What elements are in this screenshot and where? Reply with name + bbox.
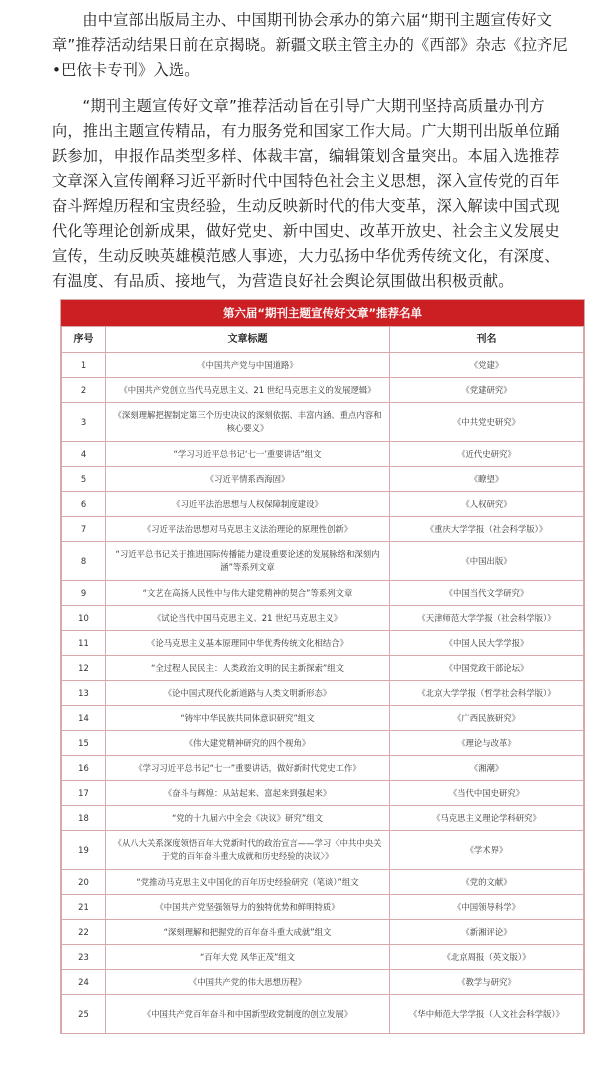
table-row — [62, 353, 584, 378]
table-row — [62, 403, 584, 442]
table-title: 第六届“期刊主题宣传好文章”推荐名单 — [61, 300, 584, 326]
cell-article-title: 《深刻理解把握制定第三个历史决议的深刻依据、丰富内涵、重点内容和核心要义》 — [106, 403, 390, 442]
cell-journal: 《华中师范大学学报（人文社会科学版）》 — [390, 995, 584, 1034]
cell-number: 10 — [62, 606, 106, 631]
table-row — [62, 467, 584, 492]
article-body — [52, 8, 568, 294]
cell-journal: 《北京周报（英文版）》 — [390, 945, 584, 970]
cell-number: 18 — [62, 806, 106, 831]
cell-article-title: “学习习近平总书记‘七一’重要讲话”组文 — [106, 442, 390, 467]
cell-article-title: 《中国共产党与中国道路》 — [106, 353, 390, 378]
cell-number: 4 — [62, 442, 106, 467]
table-row — [62, 492, 584, 517]
cell-article-title: “全过程人民民主：人类政治文明的民主新探索”组文 — [106, 656, 390, 681]
cell-number: 2 — [62, 378, 106, 403]
cell-article-title: 《从八大关系深度领悟百年大党新时代的政治宣言——学习〈中共中央关于党的百年奋斗重大成就和历史经验的决议〉》 — [106, 831, 390, 870]
cell-journal: 《教学与研究》 — [390, 970, 584, 995]
cell-journal: 《中国领导科学》 — [390, 895, 584, 920]
cell-journal: 《中国党政干部论坛》 — [390, 656, 584, 681]
table-header-row — [62, 327, 584, 353]
cell-number: 3 — [62, 403, 106, 442]
cell-journal: 《广西民族研究》 — [390, 706, 584, 731]
cell-article-title: 《奋斗与辉煌：从站起来、富起来到强起来》 — [106, 781, 390, 806]
cell-article-title: 《习近平情系西海固》 — [106, 467, 390, 492]
cell-article-title: 《中国共产党创立当代马克思主义、21 世纪马克思主义的发展逻辑》 — [106, 378, 390, 403]
cell-number: 17 — [62, 781, 106, 806]
cell-journal: 《党建》 — [390, 353, 584, 378]
cell-article-title: 《论中国式现代化新道路与人类文明新形态》 — [106, 681, 390, 706]
cell-article-title: “百年大党 风华正茂”组文 — [106, 945, 390, 970]
cell-journal: 《近代史研究》 — [390, 442, 584, 467]
cell-number: 22 — [62, 920, 106, 945]
cell-journal: 《重庆大学学报（社会科学版）》 — [390, 517, 584, 542]
cell-number: 8 — [62, 542, 106, 581]
cell-article-title: 《中国共产党的伟大思想历程》 — [106, 970, 390, 995]
cell-number: 24 — [62, 970, 106, 995]
cell-article-title: “文艺在高扬人民性中与伟大建党精神的契合”等系列文章 — [106, 581, 390, 606]
cell-journal: 《北京大学学报（哲学社会科学版）》 — [390, 681, 584, 706]
cell-journal: 《中国人民大学学报》 — [390, 631, 584, 656]
cell-journal: 《当代中国史研究》 — [390, 781, 584, 806]
cell-article-title: “习近平总书记关于推进国际传播能力建设重要论述的发展脉络和深刻内涵”等系列文章 — [106, 542, 390, 581]
cell-journal: 《天津师范大学学报（社会科学版）》 — [390, 606, 584, 631]
cell-journal: 《党建研究》 — [390, 378, 584, 403]
cell-journal: 《瞭望》 — [390, 467, 584, 492]
cell-journal: 《新湘评论》 — [390, 920, 584, 945]
cell-article-title: 《中国共产党坚强领导力的独特优势和鲜明特质》 — [106, 895, 390, 920]
cell-number: 19 — [62, 831, 106, 870]
cell-article-title: “党推动马克思主义中国化的百年历史经验研究（笔谈）”组文 — [106, 870, 390, 895]
cell-number: 5 — [62, 467, 106, 492]
cell-number: 9 — [62, 581, 106, 606]
cell-journal: 《中国出版》 — [390, 542, 584, 581]
cell-article-title: 《习近平法治思想与人权保障制度建设》 — [106, 492, 390, 517]
table-row — [62, 542, 584, 581]
header-journal: 刊名 — [390, 327, 584, 353]
cell-journal: 《马克思主义理论学科研究》 — [390, 806, 584, 831]
cell-article-title: 《习近平法治思想对马克思主义法治理论的原理性创新》 — [106, 517, 390, 542]
cell-journal: 《人权研究》 — [390, 492, 584, 517]
cell-number: 15 — [62, 731, 106, 756]
cell-article-title: “深刻理解和把握党的百年奋斗重大成就”组文 — [106, 920, 390, 945]
cell-number: 6 — [62, 492, 106, 517]
cell-article-title: “党的十九届六中全会《决议》研究”组文 — [106, 806, 390, 831]
table-row — [62, 945, 584, 970]
cell-number: 23 — [62, 945, 106, 970]
table-row — [62, 995, 584, 1034]
cell-number: 12 — [62, 656, 106, 681]
table-row — [62, 895, 584, 920]
header-number: 序号 — [62, 327, 106, 353]
cell-journal: 《理论与改革》 — [390, 731, 584, 756]
table-row — [62, 970, 584, 995]
table-row — [62, 920, 584, 945]
cell-number: 7 — [62, 517, 106, 542]
table-row — [62, 606, 584, 631]
table-row — [62, 781, 584, 806]
table-row — [62, 442, 584, 467]
table-row — [62, 706, 584, 731]
cell-number: 21 — [62, 895, 106, 920]
cell-journal: 《湘潮》 — [390, 756, 584, 781]
table-row — [62, 806, 584, 831]
table-row — [62, 731, 584, 756]
table-row — [62, 681, 584, 706]
cell-number: 25 — [62, 995, 106, 1034]
table-row — [62, 870, 584, 895]
table-row — [62, 631, 584, 656]
article-paragraph-2: “期刊主题宣传好文章”推荐活动旨在引导广大期刊坚持高质量办刊方向，推出主题宣传精品，有力服务党和国家工作大局。广大期刊出版单位踊跃参加，申报作品类型多样、体裁丰富，编辑策划含量突出。本届入选推荐文章深入宣传阐释习近平新时代中国特色社会主义思想，深入宣传党的百年奋斗辉煌历程和宝贵经验，生动反映新时代的伟大变革，深入解读中国式现代化等理论创新成果，做好党史、新中国史、改革开放史、社会主义发展史宣传，生动反映英雄模范感人事迹，大力弘扬中华优秀传统文化，有深度、有温度、有品质、接地气，为营造良好社会舆论氛围做出积极贡献。 — [52, 97, 560, 290]
table-row — [62, 581, 584, 606]
article-paragraph-1: 由中宣部出版局主办、中国期刊协会承办的第六届“期刊主题宣传好文章”推荐活动结果日前在京揭晓。新疆文联主管主办的《西部》杂志《拉齐尼•巴依卡专刊》入选。 — [52, 11, 568, 79]
cell-article-title: 《伟大建党精神研究的四个视角》 — [106, 731, 390, 756]
recommendation-table — [60, 299, 585, 1034]
cell-journal: 《中国当代文学研究》 — [390, 581, 584, 606]
cell-journal: 《中共党史研究》 — [390, 403, 584, 442]
cell-number: 13 — [62, 681, 106, 706]
table-row — [62, 831, 584, 870]
table-body — [62, 353, 584, 1034]
header-article-title: 文章标题 — [106, 327, 390, 353]
cell-journal: 《党的文献》 — [390, 870, 584, 895]
table-row — [62, 656, 584, 681]
cell-number: 1 — [62, 353, 106, 378]
cell-number: 16 — [62, 756, 106, 781]
recommendation-list — [61, 326, 584, 1034]
cell-number: 14 — [62, 706, 106, 731]
cell-article-title: 《论马克思主义基本原理同中华优秀传统文化相结合》 — [106, 631, 390, 656]
table-row — [62, 378, 584, 403]
cell-article-title: 《中国共产党百年奋斗和中国新型政党制度的创立发展》 — [106, 995, 390, 1034]
cell-article-title: 《试论当代中国马克思主义、21 世纪马克思主义》 — [106, 606, 390, 631]
cell-number: 11 — [62, 631, 106, 656]
cell-number: 20 — [62, 870, 106, 895]
table-row — [62, 517, 584, 542]
cell-article-title: “铸牢中华民族共同体意识研究”组文 — [106, 706, 390, 731]
cell-journal: 《学术界》 — [390, 831, 584, 870]
cell-article-title: 《学习习近平总书记“七一”重要讲话，做好新时代党史工作》 — [106, 756, 390, 781]
table-row — [62, 756, 584, 781]
